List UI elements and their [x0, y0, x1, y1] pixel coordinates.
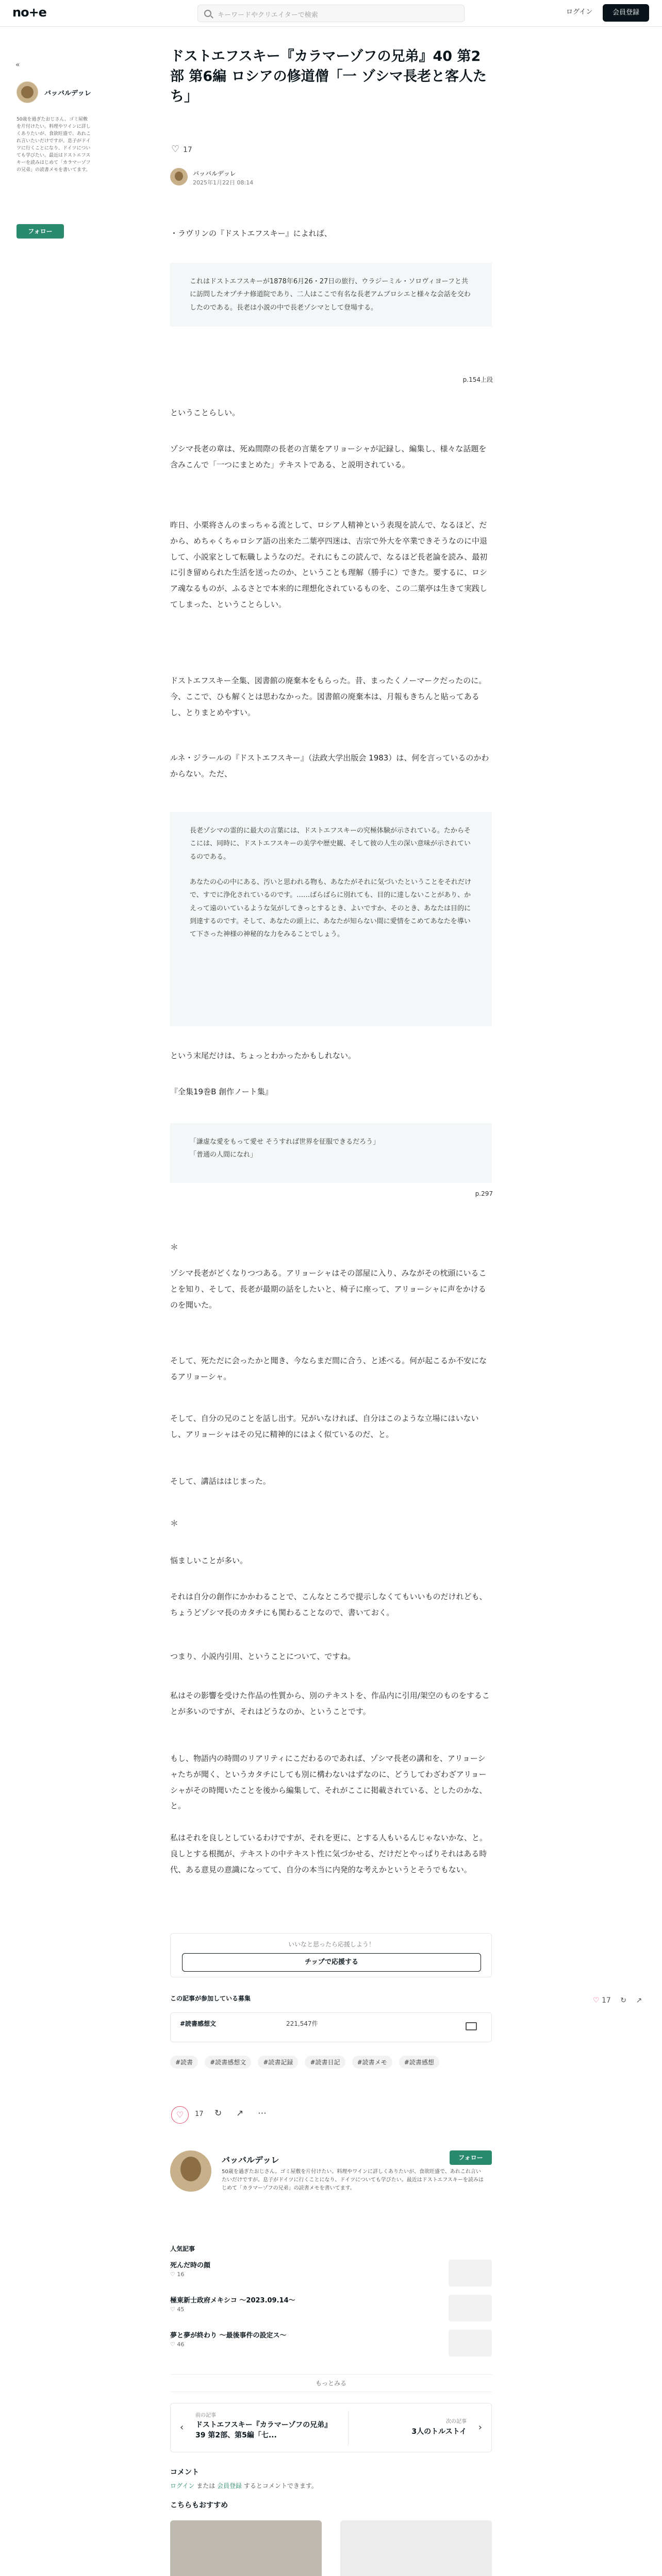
comment-login-prompt	[170, 2481, 318, 2490]
paragraph: ゾシマ長老の章は、死ぬ間際の長老の言葉をアリョーシャが記録し、編集し、様々な話題を含みこんで「一つにまとめた」テキストである、と説明されている。	[170, 444, 487, 469]
popular-item[interactable]	[170, 2330, 492, 2360]
floating-actions	[593, 1996, 655, 2009]
share-icon[interactable]: ↗	[636, 1996, 642, 2005]
paragraph: ゾシマ長老がどくなりつつある。アリョーシャはその部屋に入り、みながその枕頭にいることを知り、そして、長老が最期の話をしたいと、椅子に座って、アリョーシャに声をかけるのを聞いた。	[170, 1268, 487, 1310]
popular-title: 夢と夢が終わり ～最後事件の設定ス～	[170, 2332, 287, 2340]
comment-login-link[interactable]: ログイン	[170, 2482, 195, 2489]
popular-thumbnail	[449, 2260, 492, 2286]
paragraph: ・ラヴリンの『ドストエフスキー』によれば、	[170, 229, 332, 238]
divider	[348, 2411, 349, 2446]
like-count: 17	[195, 2110, 204, 2118]
paragraph: そして、自分の兄のことを話し出す。兄がいなければ、自分はこのような立場にはいないし、アリョーシャはその兄に精神的にはよく似ているのだ、と。	[170, 1414, 479, 1439]
citation: p.154上段	[462, 376, 493, 383]
author-avatar-small[interactable]	[170, 168, 188, 185]
comment-heading: コメント	[170, 2468, 199, 2477]
magazine-count: 221,547件	[286, 2020, 318, 2027]
comment-signup-link[interactable]: 会員登録	[217, 2482, 242, 2489]
magazine-icon	[466, 2022, 477, 2030]
comment-section	[170, 2467, 492, 2489]
like-button[interactable]: ♡	[171, 2106, 189, 2124]
popular-articles	[170, 2244, 492, 2348]
author-name[interactable]: バッバルデッレ	[222, 2155, 279, 2165]
publish-date: 2025年1月22日 08:14	[193, 179, 254, 186]
next-article-title[interactable]: 3人のトルストイ	[411, 2428, 467, 2436]
prev-article-title[interactable]: ドストエフスキー『カラマーゾフの兄弟』39 第2部、第5編「七...	[195, 2421, 332, 2440]
popular-thumbnail	[449, 2295, 492, 2321]
popular-title: 極東新士政府メキシコ ～2023.09.14～	[170, 2297, 295, 2304]
magazine-heading: この記事が参加している募集	[170, 1995, 251, 2002]
signup-button[interactable]: 会員登録	[603, 4, 649, 22]
magazine-name: #読書感想文	[180, 2020, 217, 2027]
hashtag[interactable]: #読書感想	[399, 2056, 439, 2069]
popular-like-count: 46	[177, 2341, 185, 2348]
search-input[interactable]	[197, 5, 465, 22]
blockquote	[170, 1123, 492, 1183]
chevron-left-icon[interactable]: ‹	[180, 2422, 184, 2433]
author-name[interactable]: バッバルデッレ	[193, 170, 236, 177]
hashtag[interactable]: #読書日記	[305, 2056, 345, 2069]
section-separator: ＊	[170, 1242, 179, 1252]
hashtag[interactable]: #読書感想文	[205, 2056, 251, 2069]
sidebar-author-name[interactable]: バッバルデッレ	[44, 90, 91, 97]
hashtag[interactable]: #読書メモ	[352, 2056, 392, 2069]
prev-label: 前の記事	[195, 2413, 216, 2418]
hashtag[interactable]: #読書記録	[258, 2056, 298, 2069]
right-like-count: 17	[602, 1996, 611, 2005]
paragraph: 私はその影響を受けた作品の性質から、別のテキストを、作品内に引用/架空のものをすることが多いのですが、それはどうなのか、ということです。	[170, 1691, 490, 1716]
prev-next-navigation	[170, 2403, 492, 2452]
support-box	[170, 1933, 492, 1977]
author-profile-card	[170, 2150, 492, 2230]
author-sidebar	[15, 61, 93, 235]
paragraph: つまり、小説内引用、ということについて、ですね。	[170, 1652, 356, 1661]
popular-item[interactable]	[170, 2295, 492, 2325]
comment-text: または	[194, 2482, 218, 2489]
paragraph: それは自分の創作にかかわることで、こんなところで提示しなくてもいいものだけれども、ちょうどゾシマ長のカタチにも関わることなので、書いておく。	[170, 1592, 487, 1617]
comment-text: するとコメントできます。	[242, 2482, 318, 2489]
citation: p.297	[475, 1190, 493, 1197]
search-icon	[204, 10, 211, 17]
popular-likes: ♡ 16	[170, 2271, 185, 2278]
magazine-section	[170, 1994, 492, 2027]
sidebar-follow-button[interactable]: フォロー	[16, 224, 64, 239]
next-label: 次の記事	[446, 2419, 467, 2425]
heart-icon[interactable]	[171, 146, 179, 153]
quote-paragraph: 「謙虚な愛をもって愛せ そうすれば世界を征服できるだろう」	[190, 1138, 380, 1146]
card-thumbnail	[340, 2520, 492, 2576]
paragraph: 私はそれを良しとしているわけですが、それを更に、とする人もいるんじゃないかな、と。良しとする根拠が、テキストの中テキスト性に気づかせる、だけだとやっぱりそれはある時代、ある意見の意識になってて、自分の本当に内発的な考えかというとそうでもない。	[170, 1833, 488, 1874]
heart-icon[interactable]: ♡	[593, 1996, 600, 2005]
chevron-right-icon[interactable]: ›	[478, 2422, 482, 2433]
paragraph: ルネ・ジラールの『ドストエフスキー』（法政大学出版会 1983）は、何を言っているのかわからない。ただ、	[170, 753, 489, 778]
quote-paragraph: 長老ゾシマの霊的に最大の言葉には、ドストエフスキーの究極体験が示されている。たからそこには、同時に、ドストエフスキーの美学や歴史観、そして彼の人生の深い意味が示されているのである。	[190, 827, 471, 861]
sidebar-author-bio: 50歳を過ぎたおじさん。ゴミ屋敷を片付けたい。料理やワインに詳しくありたいが、食欲旺盛で、あれこれ言いたいだけですが。息子がドイツに行くことになり、ドイツについても学びたい。最近はドストエフスキーを読みはじめて「カラマーゾフの兄弟」の読書メモを書いてます。	[16, 117, 91, 173]
support-text: いいなと思ったら応援しよう！	[288, 1941, 375, 1948]
popular-like-count: 45	[177, 2306, 185, 2313]
share-icon[interactable]: ↗	[236, 2108, 244, 2119]
card-thumbnail	[170, 2520, 322, 2576]
author-avatar[interactable]	[16, 81, 38, 103]
comment-icon[interactable]: ↻	[214, 2108, 222, 2119]
search-placeholder: キーワードやクリエイターで検索	[218, 11, 318, 19]
paragraph: という末尾だけは、ちょっとわかったかもしれない。	[170, 1051, 356, 1060]
login-link[interactable]: ログイン	[566, 8, 593, 16]
recommended-heading: こちらもおすすめ	[170, 2501, 228, 2510]
comment-icon[interactable]: ↻	[620, 1996, 627, 2005]
like-count: 17	[183, 146, 192, 154]
popular-thumbnail	[449, 2330, 492, 2357]
hashtag-list	[170, 2056, 492, 2073]
paragraph: ドストエフスキー全集、図書館の廃棄本をもらった。昔、まったくノーマークだったのに。今、ここで、ひも解くとは思わなかった。図書館の廃棄本は、月報もきちんと貼ってあるし、とりまとめやすい。	[170, 676, 487, 717]
popular-heading: 人気記事	[170, 2245, 195, 2252]
note-logo[interactable]: no+e	[12, 5, 46, 20]
magazine-card[interactable]	[170, 2012, 492, 2042]
paragraph: ということらしい。	[170, 408, 240, 417]
popular-item[interactable]	[170, 2260, 492, 2290]
top-navigation-bar	[0, 0, 662, 27]
paragraph: そして、講話ははじまった。	[170, 1477, 271, 1486]
paragraph: 悩ましいことが多い。	[170, 1556, 248, 1565]
section-separator: ＊	[170, 1518, 179, 1528]
tip-button[interactable]: チップで応援する	[182, 1953, 481, 1972]
follow-button[interactable]: フォロー	[450, 2150, 492, 2165]
author-avatar-large[interactable]	[170, 2150, 211, 2192]
more-icon[interactable]: ⋯	[258, 2108, 267, 2119]
recommended-section	[170, 2500, 492, 2510]
article-actions	[170, 2106, 492, 2127]
paragraph: 『全集19巻B 創作ノート集』	[170, 1087, 273, 1096]
popular-likes: ♡ 45	[170, 2306, 185, 2313]
hashtag[interactable]: #読書	[170, 2056, 198, 2069]
author-bio: 50歳を過ぎたおじさん。ゴミ屋敷を片付けたい。料理やワインに詳しくありたいが、食欲旺盛で、あれこれ言いたいだけですが。息子がドイツに行くことになり、ドイツについても学びたい。最近はドストエフスキーを読みはじめて「カラマーゾフの兄弟」の読書メモを書いてます。	[222, 2169, 484, 2191]
like-summary	[171, 146, 192, 154]
popular-likes: ♡ 46	[170, 2341, 185, 2348]
blockquote: これはドストエフスキーが1878年6月26・27日の旅行、ウラジーミル・ソロヴィヨーフと共に訪問したオプチナ修道院であり、二人はここで有名な長老アムブロシエと様々な会話を交わしたのである。長老は小説の中で長老ゾシマとして登場する。	[170, 263, 492, 327]
article-title: ドストエフスキー『カラマーゾフの兄弟』40 第2部 第6編 ロシアの修道僧「一 ゾシマ長老と客人たち」	[170, 48, 487, 105]
paragraph: そして、死ただに会ったかと聞き、今ならまだ間に合う、と述べる。何が起こるか不安になるアリョーシャ。	[170, 1356, 487, 1381]
quote-paragraph: 「普通の人間になれ」	[190, 1151, 257, 1159]
paragraph: 昨日、小栗将さんのまっちゃる流として、ロシア人精神という表現を読んで、なるほど、だから、めちゃくちゃロシア語の出来た二葉亭四迷は、吉宗で外大を卒業できそうなのに中退して、小説家として転職しようなのだ。それにもこの読んで、なるほど長老論を読み、最初に引き留められた生活を送ったのか、ということも理解（勝手に）できた。要するに、ロシア魂なるものが、ふるさとで本来的に理想化されているものを、この二葉亭は生きて実践してしまった、ということらしい。	[170, 520, 488, 609]
blockquote	[170, 812, 492, 1026]
paragraph: もし、物語内の時間のリアリティにこだわるのであれば、ゾシマ長老の講和を、アリョーシャたちが聞く、というカタチにしても別に構わないはずなのに、どうしてわざわざアリョーシャがその時聞いたことを後から編集して、それがここに掲載されている、としたのかな、と。	[170, 1754, 487, 1811]
collapse-chevron-icon[interactable]: «	[15, 61, 20, 69]
popular-title: 死んだ時の顔	[170, 2262, 211, 2269]
popular-like-count: 16	[177, 2271, 185, 2278]
quote-paragraph: あなたの心の中にある、汚いと思われる物も、あなたがそれに気づいたということをそれだけで、すでに浄化されているのです。……ばらばらに別れても、目的に達しないことがあり、かえって遠のいているような気がしてきっとするとき、よいですか、そのとき、あなたは目的に到達するのです。そして、あなたの頭上に、あなたが知らない間に愛情をこめてあなたを導いて下さった神様の神秘的な力をみることでしょう。	[190, 878, 472, 939]
more-link[interactable]: もっとみる	[170, 2374, 492, 2392]
